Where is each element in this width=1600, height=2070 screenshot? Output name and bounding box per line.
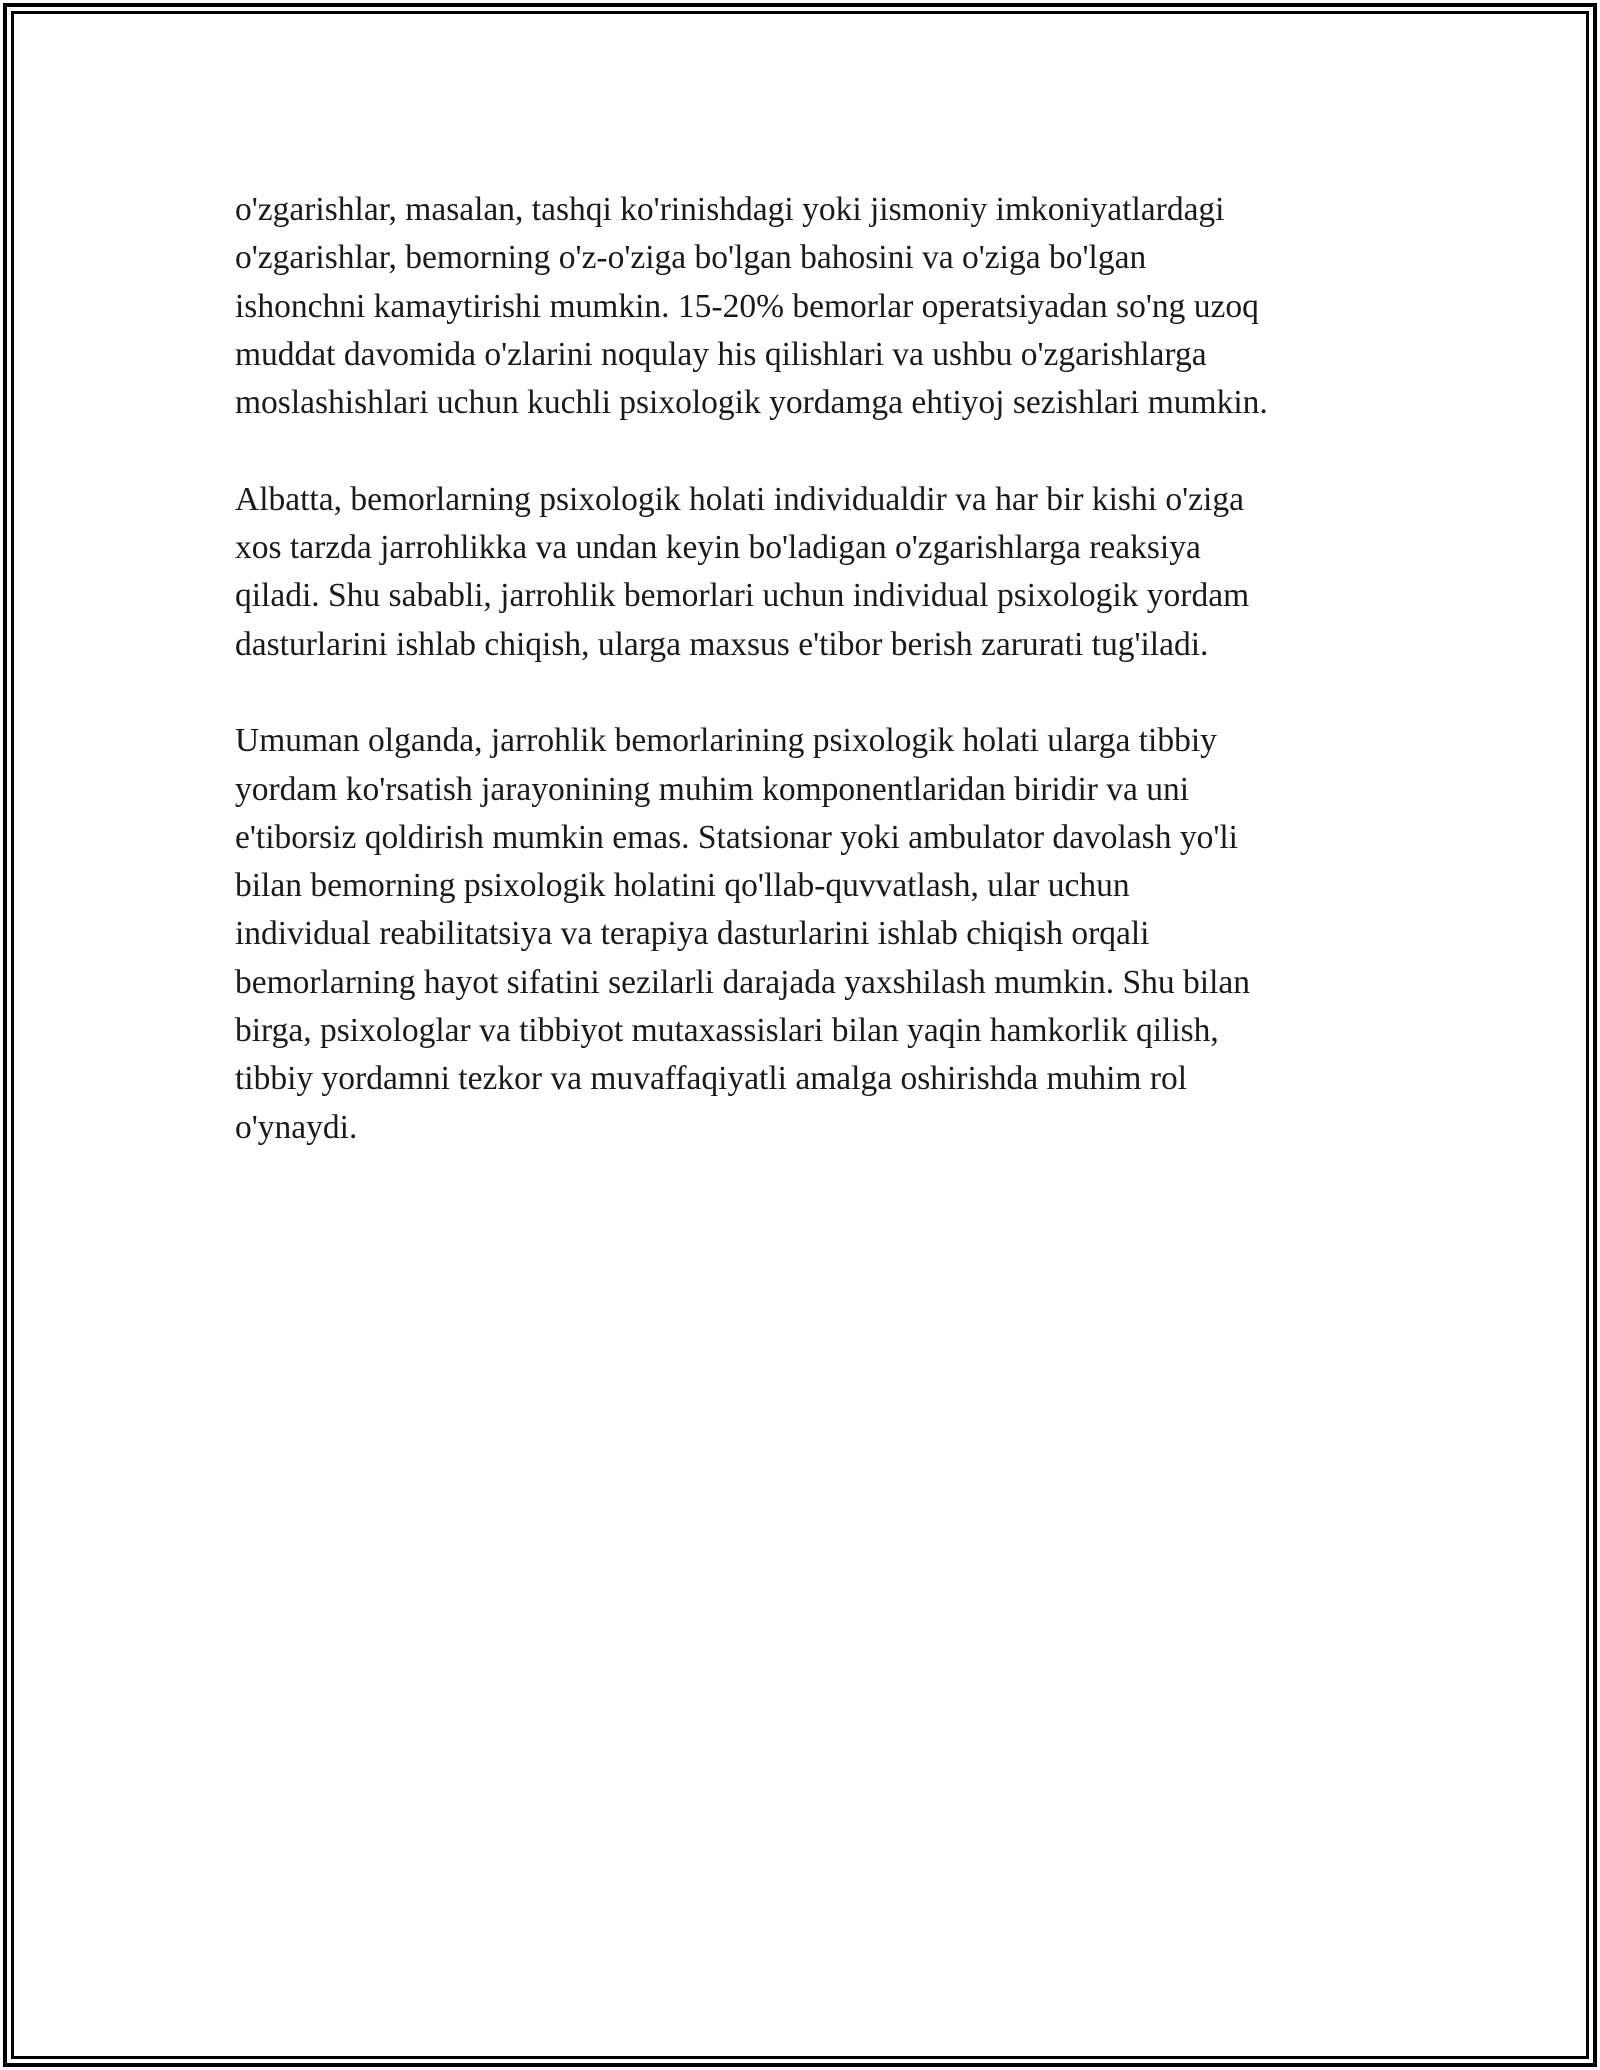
text-line: o'zgarishlar, masalan, tashqi ko'rinishdagi yoki jismoniy imkoniyatlardagi xyxy=(235,191,1225,228)
text-line: dasturlarini ishlab chiqish, ularga maxsus e'tibor berish zarurati tug'iladi. xyxy=(235,625,1209,663)
text-line: o'ynaydi. xyxy=(235,1108,358,1146)
text-line: qiladi. Shu sababli, jarrohlik bemorlari uchun individual psixologik yordam xyxy=(235,577,1250,615)
paragraph-3 xyxy=(235,717,1375,1152)
text-line: yordam ko'rsatish jarayonining muhim komponentlaridan biridir va uni xyxy=(235,770,1190,808)
text-line: bemorlarning hayot sifatini sezilarli darajada yaxshilash mumkin. Shu bilan xyxy=(235,963,1250,1001)
text-line: o'zgarishlar, bemorning o'z-o'ziga bo'lgan bahosini va o'ziga bo'lgan xyxy=(235,239,1147,277)
document-body xyxy=(235,186,1375,1200)
paragraph-2 xyxy=(235,476,1375,669)
text-line: Umuman olganda, jarrohlik bemorlarining psixologik holati ularga tibbiy xyxy=(235,722,1217,760)
text-line: tibbiy yordamni tezkor va muvaffaqiyatli amalga oshirishda muhim rol xyxy=(235,1060,1188,1098)
text-line: muddat davomida o'zlarini noqulay his qilishlari va ushbu o'zgarishlarga xyxy=(235,335,1207,373)
paragraph-1 xyxy=(235,186,1375,427)
text-line: xos tarzda jarrohlikka va undan keyin bo'ladigan o'zgarishlarga reaksiya xyxy=(235,529,1201,567)
text-line: individual reabilitatsiya va terapiya dasturlarini ishlab chiqish orqali xyxy=(235,915,1150,953)
text-line: moslashishlari uchun kuchli psixologik yordamga ehtiyoj sezishlari mumkin. xyxy=(235,384,1268,422)
text-line: birga, psixologlar va tibbiyot mutaxassislari bilan yaqin hamkorlik qilish, xyxy=(235,1012,1219,1050)
text-line: Albatta, bemorlarning psixologik holati individualdir va har bir kishi o'ziga xyxy=(235,480,1244,518)
text-line: ishonchni kamaytirishi mumkin. 15-20% bemorlar operatsiyadan so'ng uzoq xyxy=(235,287,1259,325)
text-line: e'tiborsiz qoldirish mumkin emas. Statsionar yoki ambulator davolash yo'li xyxy=(235,818,1238,856)
text-line: bilan bemorning psixologik holatini qo'llab-quvvatlash, ular uchun xyxy=(235,867,1130,905)
